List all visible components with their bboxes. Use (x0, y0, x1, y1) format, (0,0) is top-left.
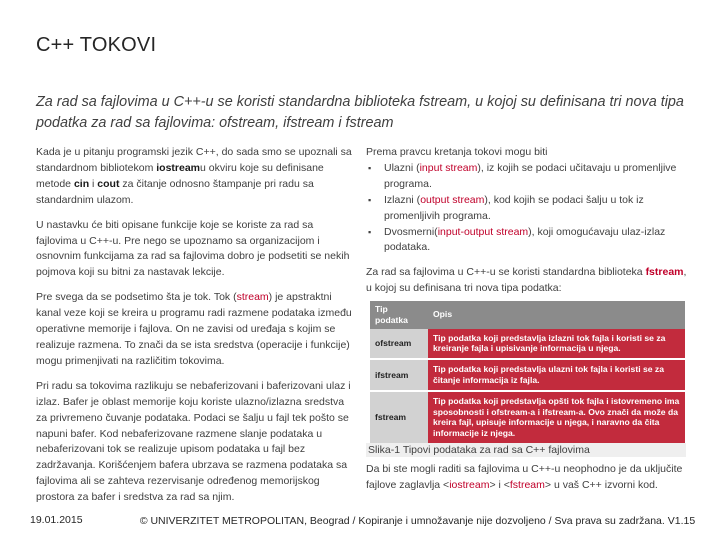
keyword-iostream-header: iostream (449, 478, 490, 491)
keyword-cin: cin (73, 177, 90, 190)
table-row (370, 329, 685, 360)
bullet-icon: ▪ (368, 226, 372, 237)
data-types-table (370, 301, 685, 445)
type-description: Tip podatka koji predstavlja izlazni tok fajla i koristi se za kreiranje fajla i upisivanje informacija u njega. (428, 329, 685, 360)
right-column (366, 145, 691, 297)
type-description: Tip podatka koji predstavlja opšti tok fajla i istovremeno ima sposobnosti i ofstream-a i ifstream-a. Ovo znači da može da kreira fajl, upisuje informacije u njega, i naravno da čita informacije iz njega. (428, 391, 685, 444)
footer-date: 19.01.2015 (30, 514, 83, 526)
keyword-cout: cout (97, 177, 120, 190)
keyword-stream: stream (236, 291, 269, 304)
left-column (36, 145, 356, 515)
bullet-icon: ▪ (368, 162, 372, 173)
type-name: ifstream (370, 359, 428, 391)
keyword-fstream-header: fstream (509, 478, 545, 491)
header-type: Tip podatka (370, 301, 428, 329)
table-row (370, 359, 685, 391)
list-item: ▪ Ulazni (input stream), iz kojih se podaci učitavaju u promenljive programa. (368, 161, 677, 190)
paragraph-buffer: Pri radu sa tokovima razlikuju se nebaferizovani i baferizovani ulaz i izlaz. Bafer je oblast memorije koju koriste ulazno/izlazna sredstva za privremeno čuvanje podataka. Podaci se šalju u fajl tek pošto se napuni bafer. Kod nebaferizovane razmene slanje podataka u nebaferizovani tok se realizuje upisom podataka u fajl bez zadržavanja. Korišćenjem bafera ubrzava se razmena podataka sa fajlovima ali se zahteva rezervisanje određenog memorijskog prostora za bafer i sredstva za rad sa njim. (36, 379, 351, 504)
header-description: Opis (428, 301, 685, 329)
table-row (370, 391, 685, 444)
figure-caption: Slika-1 Tipovi podataka za rad sa C++ fajlovima (366, 443, 686, 457)
footer-copyright: © UNIVERZITET METROPOLITAN, Beograd / Kopiranje i umnožavanje nije dozvoljeno / Sva prava su zadržana. V1.15 (139, 515, 696, 527)
bullet-icon: ▪ (368, 194, 372, 205)
stream-direction-list (366, 161, 691, 256)
paragraph-stream: Pre svega da se podsetimo šta je tok. Tok (stream) je apstraktni kanal veze koji se kreira u programu radi razmene podataka između operativne memorije i fajlova. On ne zavisi od uređaja s kojim se realizuje razmena. To znači da se ista sredstva (operacije i funkcije) mogu primenjivati na različitim tokovima. (36, 291, 352, 367)
slide-subtitle: Za rad sa fajlovima u C++-u se koristi standardna biblioteka fstream, u kojoj su definisana tri nova tipa podatka za rad sa fajlovima: ofstream, ifstream i fstream (36, 94, 684, 131)
type-description: Tip podatka koji predstavlja ulazni tok fajla i koristi se za čitanje informacija iz fajla. (428, 359, 685, 391)
paragraph-iostream: Kada je u pitanju programski jezik C++, do sada smo se upoznali sa standardnom bibliotekom iostreamu okviru koje su definisane metode cin i cout za čitanje odnosno štampanje pri radu sa standardnim ulazom. (36, 146, 352, 206)
list-item: ▪ Izlazni (output stream), kod kojih se podaci šalju u tok iz promenljivih programa. (368, 193, 644, 222)
paragraph-headers: Da bi ste mogli raditi sa fajlovima u C++-u neophodno je da uključite fajlove zaglavlja <iostream> i <fstream> u vaš C++ izvorni kod. (366, 463, 683, 491)
paragraph-intro: U nastavku će biti opisane funkcije koje se koriste za rad sa fajlovima u C++-u. Pre nego se upoznamo sa organizacijom i osnovnim funkcijama za rad sa fajlovima dobro je podsetiti se nekih pojmova koji su bitni za nastavak lekcije. (36, 218, 350, 279)
list-item: ▪ Dvosmerni(input-output stream), koji omogućavaju ulaz-izlaz podataka. (368, 225, 666, 254)
stream-direction-intro: Prema pravcu kretanja tokovi mogu biti (366, 146, 548, 158)
type-name: ofstream (370, 329, 428, 360)
keyword-iostream: iostream (156, 161, 201, 174)
slide-title: C++ TOKOVI (36, 34, 157, 56)
type-name: fstream (370, 391, 428, 444)
paragraph-fstream: Za rad sa fajlovima u C++-u se koristi standardna biblioteka fstream, u kojoj su definisana tri nova tipa podatka: (366, 266, 687, 295)
table-header-row (370, 301, 685, 329)
keyword-fstream: fstream (645, 266, 684, 279)
